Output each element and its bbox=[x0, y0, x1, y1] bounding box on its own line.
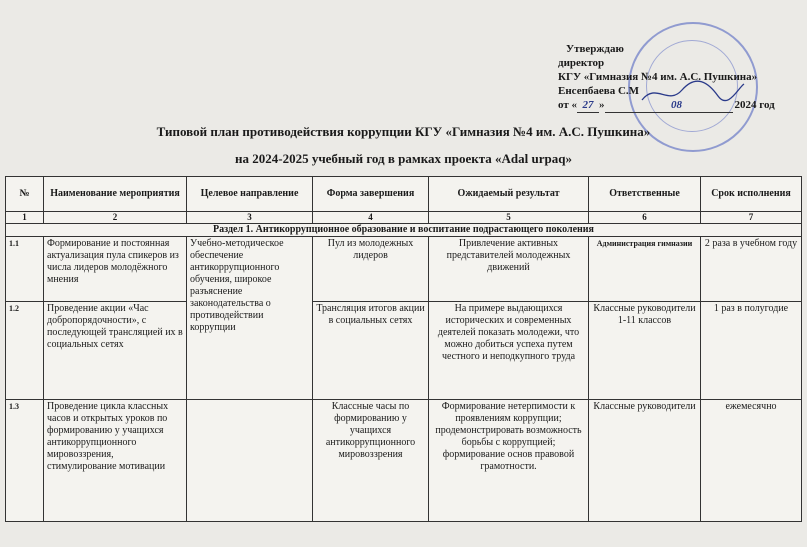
col-number: 2 bbox=[44, 212, 187, 224]
column-number-row bbox=[6, 212, 802, 224]
row-term: ежемесячно bbox=[701, 400, 802, 522]
section-row bbox=[6, 224, 802, 237]
header-row bbox=[6, 177, 802, 212]
date-year: 2024 год bbox=[734, 99, 775, 111]
row-form: Пул из молодежных лидеров bbox=[313, 237, 429, 302]
row-direction: Учебно-методическое обеспечение антикоррупционного обучения, широкое разъяснение законодательства о противодействии коррупции bbox=[187, 237, 313, 400]
date-month: 08 bbox=[667, 98, 687, 113]
approval-line1: Утверждаю bbox=[566, 43, 624, 55]
row-name: Проведение цикла классных часов и открытых уроков по формированию у учащихся антикоррупционного мировоззрения, стимулирование мотивации bbox=[44, 400, 187, 522]
approval-line4: Енсепбаева С.М bbox=[558, 85, 640, 97]
approval-line3: КГУ «Гимназия №4 им. А.С. Пушкина» bbox=[558, 71, 758, 83]
table-row bbox=[6, 400, 802, 522]
header-no: № bbox=[6, 177, 44, 212]
row-responsible: Администрация гимназии bbox=[589, 237, 701, 302]
header-result: Ожидаемый результат bbox=[429, 177, 589, 212]
row-term: 2 раза в учебном году bbox=[701, 237, 802, 302]
plan-table bbox=[5, 176, 802, 522]
row-name: Формирование и постоянная актуализация пула спикеров из числа лидеров молодёжного мнения bbox=[44, 237, 187, 302]
header-form: Форма завершения bbox=[313, 177, 429, 212]
document-title: Типовой план противодействия коррупции КГУ «Гимназия №4 им. А.С. Пушкина» bbox=[156, 124, 651, 139]
row-responsible: Классные руководители 1-11 классов bbox=[589, 302, 701, 400]
row-term: 1 раз в полугодие bbox=[701, 302, 802, 400]
row-name: Проведение акции «Час добропорядочности», с последующей трансляцией их в социальных сетях bbox=[44, 302, 187, 400]
row-number: 1.1 bbox=[6, 237, 44, 302]
header-responsible: Ответственные bbox=[589, 177, 701, 212]
col-number: 3 bbox=[187, 212, 313, 224]
col-number: 1 bbox=[6, 212, 44, 224]
approval-line2: директор bbox=[558, 57, 605, 69]
date-prefix: от « bbox=[558, 99, 578, 111]
date-mid: » bbox=[599, 99, 605, 111]
row-form: Трансляция итогов акции в социальных сетях bbox=[313, 302, 429, 400]
table-row bbox=[6, 237, 802, 302]
header-term: Срок исполнения bbox=[701, 177, 802, 212]
col-number: 5 bbox=[429, 212, 589, 224]
approval-block bbox=[558, 42, 798, 113]
header-name: Наименование мероприятия bbox=[44, 177, 187, 212]
document-subtitle: на 2024-2025 учебный год в рамках проекта «Adal urpaq» bbox=[235, 151, 572, 166]
row-result: Формирование нетерпимости к проявлениям коррупции; продемонстрировать возможность борьбы с коррупцией; формирование основ правовой грамотности. bbox=[429, 400, 589, 522]
table-row bbox=[6, 302, 802, 400]
row-result: Привлечение активных представителей молодежных движений bbox=[429, 237, 589, 302]
col-number: 4 bbox=[313, 212, 429, 224]
row-number: 1.3 bbox=[6, 400, 44, 522]
row-result: На примере выдающихся исторических и современных деятелей показать молодежи, что можно добиться успеха путем честного и неподкупного труда bbox=[429, 302, 589, 400]
row-direction-empty bbox=[187, 400, 313, 522]
section-title: Раздел 1. Антикоррупционное образование и воспитание подрастающего поколения bbox=[6, 224, 802, 237]
date-day: 27 bbox=[577, 98, 599, 113]
col-number: 7 bbox=[701, 212, 802, 224]
col-number: 6 bbox=[589, 212, 701, 224]
row-number: 1.2 bbox=[6, 302, 44, 400]
approval-date bbox=[558, 98, 798, 113]
header-direction: Целевое направление bbox=[187, 177, 313, 212]
row-form: Классные часы по формированию у учащихся антикоррупционного мировоззрения bbox=[313, 400, 429, 522]
row-responsible: Классные руководители bbox=[589, 400, 701, 522]
